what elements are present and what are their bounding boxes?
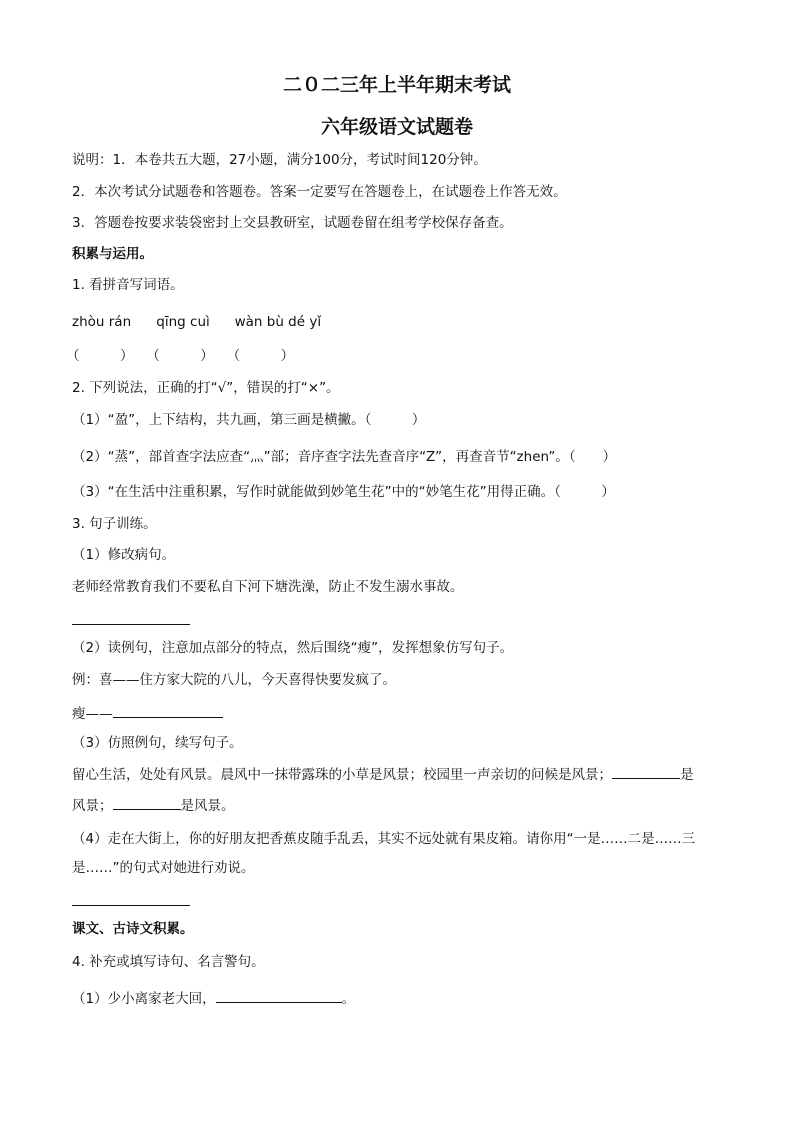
answer-line-3-1[interactable]	[72, 624, 190, 625]
sentence-text: 留心生活，处处有风景。晨风中一抹带露珠的小草是风景；校园里一声亲切的问候是风景；	[72, 767, 612, 783]
pinyin-2: qīng cuì	[156, 314, 210, 330]
answer-blank-3[interactable]: （ ）	[226, 348, 295, 364]
question-1-stem: 1. 看拼音写词语。	[72, 277, 184, 293]
exam-subtitle: 六年级语文试题卷	[320, 116, 473, 138]
question-3-part-3-line-2	[72, 795, 722, 816]
question-4-part-1	[72, 988, 722, 1009]
instruction-3: 3．答题卷按要求装袋密封上交县教研室，试题卷留在组考学校保存备查。	[72, 215, 513, 231]
exam-title: 二０二三年上半年期末考试	[282, 74, 511, 96]
answer-blank-1[interactable]: （ ）	[66, 348, 134, 364]
question-3-part-3-line-1	[72, 764, 722, 785]
pinyin-row	[72, 312, 722, 332]
question-3-part-1-sentence: 老师经常教育我们不要私自下河下塘洗澡，防止不发生溺水事故。	[72, 579, 464, 595]
answer-line-3-4[interactable]	[72, 905, 190, 906]
pinyin-1: zhòu rán	[72, 314, 132, 330]
instruction-2: 2．本次考试分试题卷和答题卷。答案一定要写在答题卷上，在试题卷上作答无效。	[72, 184, 567, 200]
instruction-1: 说明：1．本卷共五大题，27小题，满分100分，考试时间120分钟。	[72, 152, 487, 168]
question-2-item-1: （1）“盈”，上下结构，共九画，第三画是横撇。（ ）	[72, 412, 426, 428]
answer-prefix: 瘦——	[72, 706, 113, 722]
poem-line: （1）少小离家老大回，	[72, 991, 216, 1007]
question-3-part-4-line-2: 是……”的句式对她进行劝说。	[72, 860, 255, 876]
pinyin-3: wàn bù dé yǐ	[234, 314, 322, 330]
sentence-text: 是风景。	[180, 798, 235, 814]
answer-blank-2[interactable]: （ ）	[146, 348, 214, 364]
question-3-part-2-example: 例：喜——住方家大院的八儿，今天喜得快要发疯了。	[72, 672, 396, 688]
answer-blank-3-3a[interactable]	[612, 764, 680, 779]
question-2-item-3: （3）“在生活中注重积累，写作时就能做到妙笔生花”中的“妙笔生花”用得正确。（ ）	[72, 484, 615, 500]
answer-blank-3-2[interactable]	[113, 703, 223, 718]
answer-blank-3-3b[interactable]	[113, 795, 181, 810]
question-4-stem: 4. 补充或填写诗句、名言警句。	[72, 954, 265, 970]
section-heading-accumulation: 积累与运用。	[72, 246, 153, 262]
question-3-part-3: （3）仿照例句，续写句子。	[72, 735, 243, 751]
punctuation: 。	[341, 991, 356, 1007]
answer-blank-4-1[interactable]	[216, 988, 342, 1003]
question-3-part-4-line-1: （4）走在大街上，你的好朋友把香蕉皮随手乱丢，其实不远处就有果皮箱。请你用“一是……二是……三	[72, 831, 696, 847]
section-heading-texts-poems: 课文、古诗文积累。	[72, 921, 194, 937]
question-3-part-1: （1）修改病句。	[72, 547, 176, 563]
question-2-stem: 2. 下列说法，正确的打“√”，错误的打“×”。	[72, 380, 340, 396]
question-3-part-2: （2）读例句，注意加点部分的特点，然后围绕“瘦”，发挥想象仿写句子。	[72, 640, 514, 656]
question-3-part-2-answer	[72, 703, 722, 724]
sentence-text: 风景；	[72, 798, 113, 814]
answer-blank-row	[66, 346, 722, 366]
question-2-item-2: （2）“蒸”，部首查字法应查“灬”部；音序查字法先查音序“Z”，再查音节“zhen”。（ ）	[72, 449, 617, 465]
sentence-text: 是	[680, 767, 694, 783]
question-3-stem: 3. 句子训练。	[72, 516, 157, 532]
